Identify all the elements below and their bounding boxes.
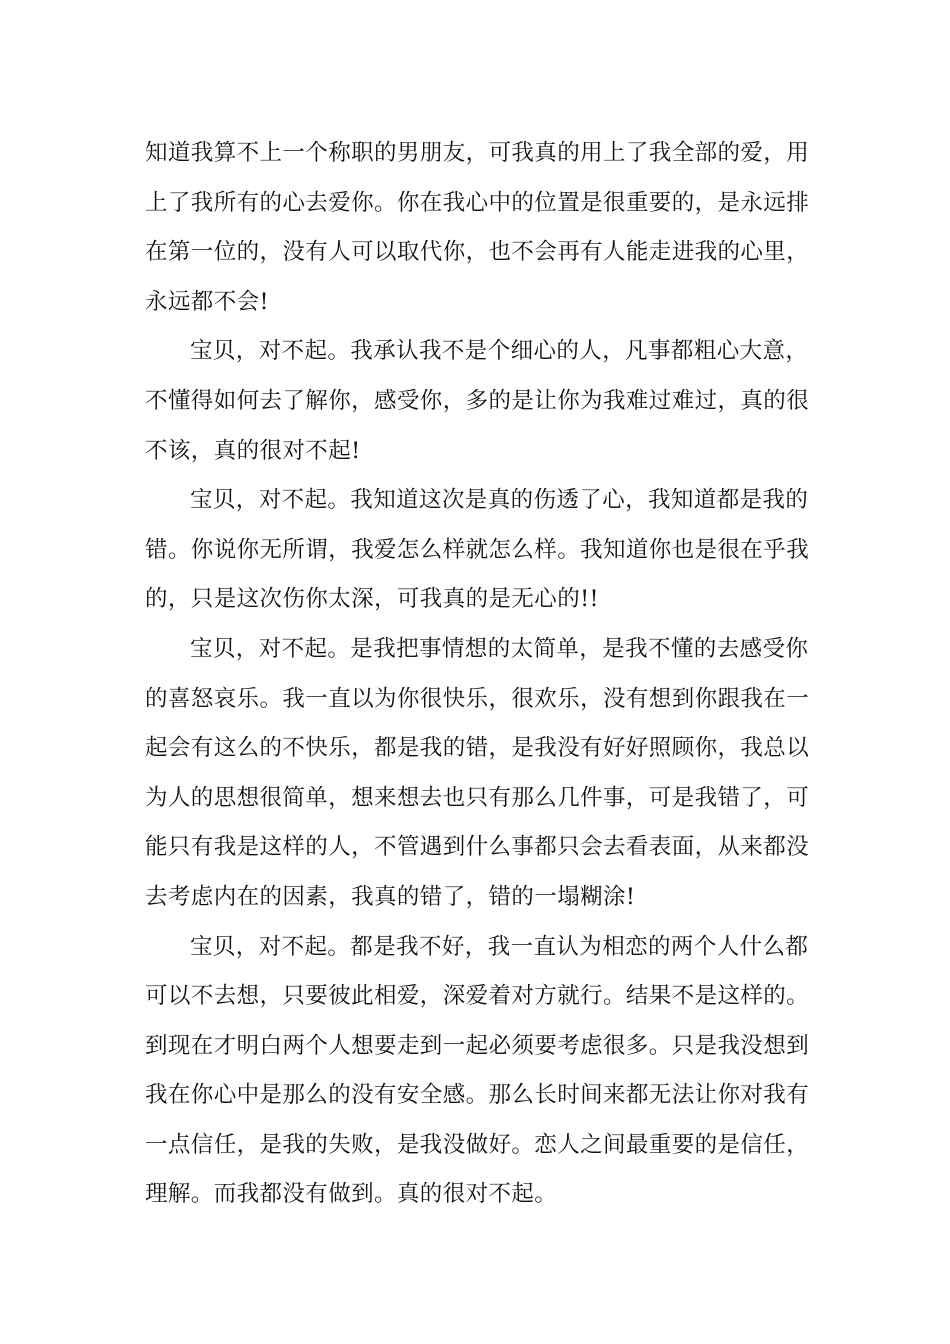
text-line: 到现在才明白两个人想要走到一起必须要考虑很多。只是我没想到	[145, 1032, 810, 1059]
text-line: 不懂得如何去了解你，感受你，多的是让你为我难过难过，真的很	[145, 387, 810, 414]
text-line: 去考虑内在的因素，我真的错了，错的一塌糊涂!	[145, 883, 636, 910]
text-line: 的喜怒哀乐。我一直以为你很快乐，很欢乐，没有想到你跟我在一	[145, 685, 810, 712]
text-line: 错。你说你无所谓，我爱怎么样就怎么样。我知道你也是很在乎我	[145, 536, 810, 563]
text-line: 知道我算不上一个称职的男朋友，可我真的用上了我全部的爱，用	[145, 140, 810, 166]
text-line: 上了我所有的心去爱你。你在我心中的位置是很重要的，是永远排	[145, 189, 810, 216]
paragraph-first-line: 宝贝，对不起。我承认我不是个细心的人，凡事都粗心大意，	[190, 338, 809, 365]
text-line: 永远都不会!	[145, 288, 269, 315]
paragraph-first-line: 宝贝，对不起。我知道这次是真的伤透了心，我知道都是我的	[190, 487, 809, 514]
text-line: 为人的思想很简单，想来想去也只有那么几件事，可是我错了，可	[145, 784, 810, 811]
paragraph-first-line: 宝贝，对不起。都是我不好，我一直认为相恋的两个人什么都	[190, 933, 809, 960]
text-line: 我在你心中是那么的没有安全感。那么长时间来都无法让你对我有	[145, 1082, 810, 1109]
text-line: 可以不去想，只要彼此相爱，深爱着对方就行。结果不是这样的。	[145, 983, 810, 1010]
text-line: 起会有这么的不快乐，都是我的错，是我没有好好照顾你，我总以	[145, 735, 810, 762]
body-text	[145, 129, 815, 1220]
paragraph-first-line: 宝贝，对不起。是我把事情想的太简单，是我不懂的去感受你	[190, 635, 809, 662]
text-line: 能只有我是这样的人，不管遇到什么事都只会去看表面，从来都没	[145, 834, 810, 861]
text-line: 一点信任，是我的失败，是我没做好。恋人之间最重要的是信任，	[145, 1131, 810, 1158]
text-line: 不该，真的很对不起!	[145, 437, 361, 464]
text-line: 在第一位的，没有人可以取代你，也不会再有人能走进我的心里，	[145, 239, 810, 266]
text-line: 理解。而我都没有做到。真的很对不起。	[145, 1181, 558, 1208]
text-line: 的，只是这次伤你太深，可我真的是无心的!!	[145, 586, 599, 613]
